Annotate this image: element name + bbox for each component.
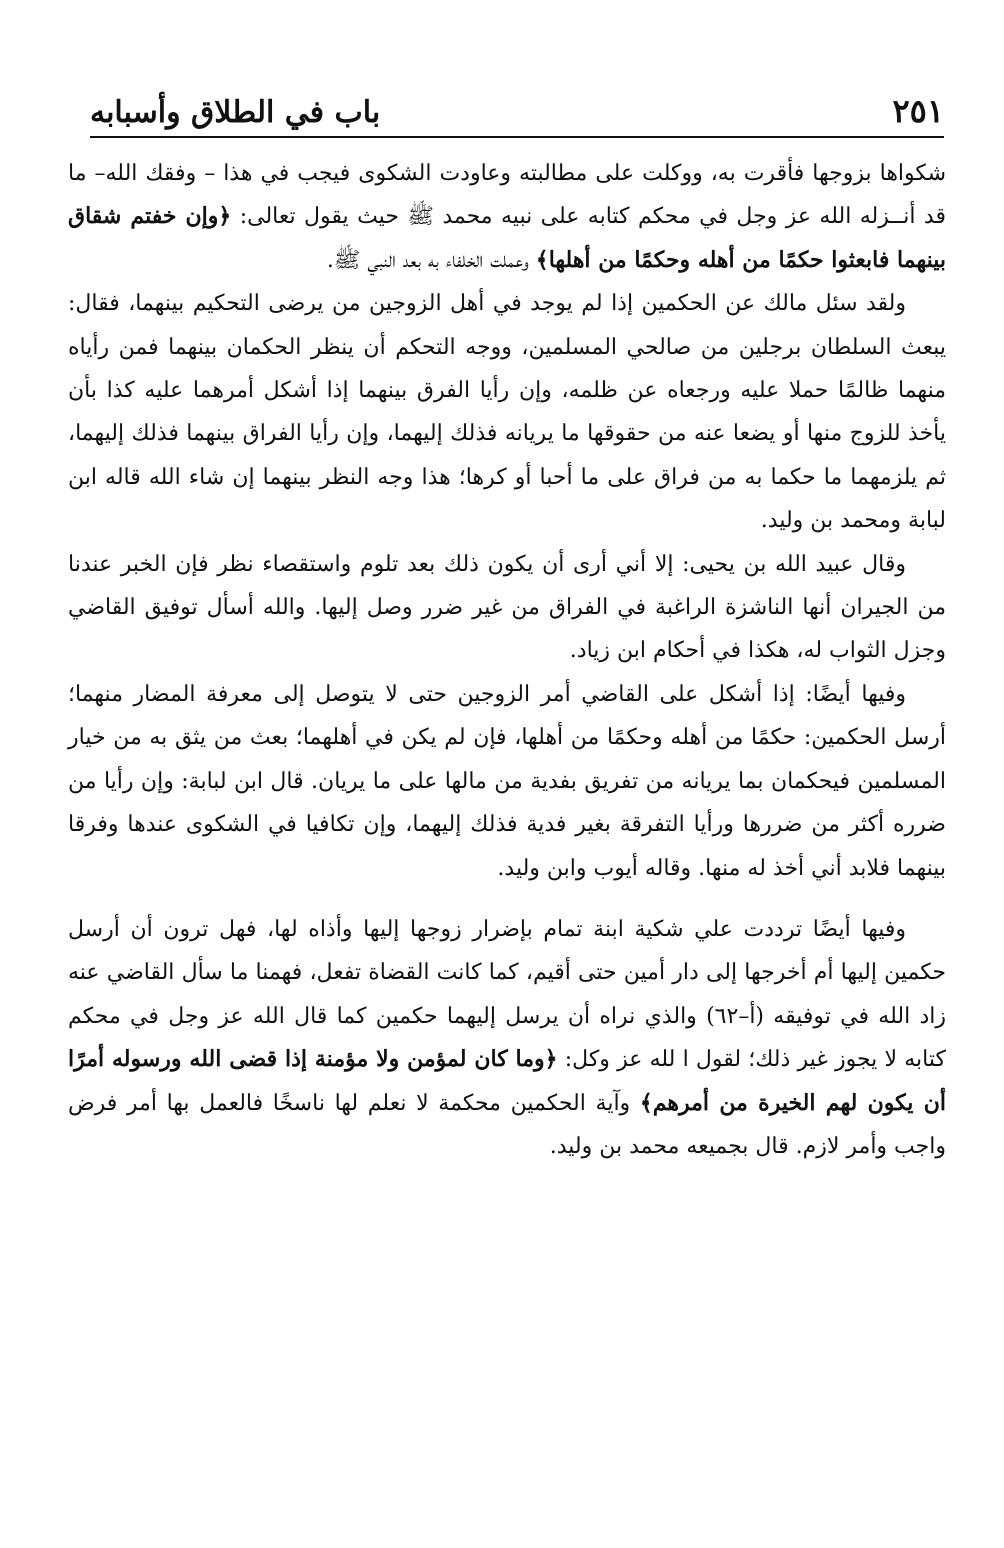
page-header xyxy=(90,78,944,138)
quran-quote: ﴿وإن خفتم شقاق بينهما فابعثوا حكمًا من أهله وحكمًا من أهلها﴾ xyxy=(68,203,946,273)
body-text xyxy=(68,152,946,1168)
page-number: ٢٥١ xyxy=(892,92,944,130)
running-title: باب في الطلاق وأسبابه xyxy=(90,95,381,130)
quran-quote: ﴿وما كان لمؤمن ولا مؤمنة إذا قضى الله ورسوله أمرًا أن يكون لهم الخيرة من أمرهم﴾ xyxy=(68,1046,946,1116)
paragraph-1: شكواها بزوجها فأقرت به، ووكلت على مطالبته وعاودت الشكوى فيجب في هذا – وفقك الله– ما قد أنــزله الله عز وجل في محكم كتابه على نبيه محمد ﷺ حيث يقول تعالى: ﴿وإن خفتم شقاق بينهما فابعثوا حكمًا من أهله وحكمًا من أهلها﴾ وعملت الخلفاء به بعد النبي ﷺ. xyxy=(68,161,946,273)
paragraph-3: وقال عبيد الله بن يحيى: إلا أني أرى أن يكون ذلك بعد تلوم واستقصاء نظر فإن الخبر عندنا من الجيران أنها الناشزة الراغبة في الفراق من غير ضرر وصل إليها. والله أسأل توفيق القاضي وجزل الثواب له، هكذا في أحكام ابن زياد. xyxy=(68,551,946,664)
paragraph-5: وفيها أيضًا ترددت علي شكية ابنة تمام بإضرار زوجها إليها وأذاه لها، فهل ترون أن أرسل حكمين إليها أم أخرجها إلى دار أمين حتى أقيم، كما كانت القضاة تفعل، فهمنا ما سأل القاضي عنه زاد الله في توفيقه (أ–٦٢) والذي نراه أن يرسل إليهما حكمين كما قال الله عز وجل في محكم كتابه لا يجوز غير ذلك؛ لقول ا لله عز وكل: ﴿وما كان لمؤمن ولا مؤمنة إذا قضى الله ورسوله أمرًا أن يكون لهم الخيرة من أمرهم﴾ وآية الحكمين محكمة لا نعلم لها ناسخًا فالعمل بها أمر فرض واجب وأمر لازم. قال بجميعه محمد بن وليد. xyxy=(68,916,947,1159)
paragraph-4: وفيها أيضًا: إذا أشكل على القاضي أمر الزوجين حتى لا يتوصل إلى معرفة المضار منهما؛ أرسل الحكمين: حكمًا من أهله وحكمًا من أهلها، فإن لم يكن في أهلهما؛ بعث من يثق به من خيار المسلمين فيحكمان بما يريانه من تفريق بفدية من مالها على ما يريان. قال ابن لبابة: وإن رأيا من ضرره أكثر من ضررها ورأيا التفرقة بغير فدية فذلك إليهما، وإن تكافيا في الشكوى عندها وفرقا بينهما فلابد أني أخذ له منها. وقاله أيوب وابن وليد. xyxy=(68,681,946,881)
paragraph-2: ولقد سئل مالك عن الحكمين إذا لم يوجد في أهل الزوجين من يرضى التحكيم بينهما، فقال: يبعث السلطان برجلين من صالحي المسلمين، ووجه التحكم أن ينظر الحكمان بينهما فمن رأياه منهما ظالمًا حملا عليه ورجعاه عن ظلمه، وإن رأيا الفرق بينهما إذا أشكل أمرهما عليه كذا بأن يأخذ للزوج منها أو يضعا عنه من حقوقها ما يريانه فذلك إليهما، وإن رأيا الفراق بينهما فذلك إليهما، ثم يلزمهما ما حكما به من فراق على ما أحبا أو كرها؛ هذا وجه النظر بينهما إن شاء الله قاله ابن لبابة ومحمد بن وليد. xyxy=(68,291,947,534)
